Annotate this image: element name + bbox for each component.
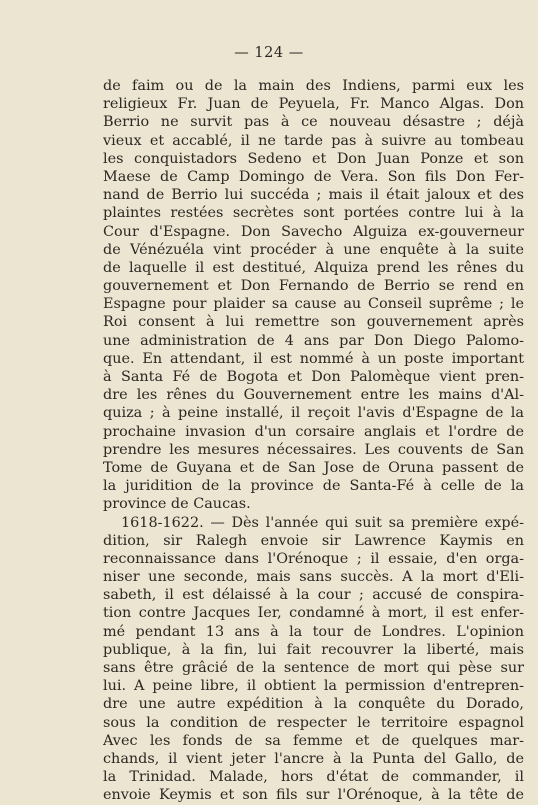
text-line: quiza ; à peine installé, il reçoit l'avis d'Espagne de la (103, 405, 524, 422)
text-line: nand de Berrio lui succéda ; mais il était jaloux et des (103, 187, 524, 204)
text-line: lui. A peine libre, il obtient la permission d'entrepren- (103, 678, 524, 695)
text-line: prendre les mesures nécessaires. Les couvents de San (103, 441, 524, 458)
text-line: Berrio ne survit pas à ce nouveau désastre ; déjà (103, 114, 524, 131)
text-line: Cour d'Espagne. Don Savecho Alguiza ex-gouverneur (103, 223, 524, 240)
text-line: mé pendant 13 ans à la tour de Londres. L'opinion (103, 623, 524, 640)
text-line: dre une autre expédition à la conquête du Dorado, (103, 696, 524, 713)
text-line: de Vénézuéla vint procéder à une enquête à la suite (103, 241, 524, 258)
text-line: gouvernement et Don Fernando de Berrio se rend en (103, 278, 524, 295)
text-line: tion contre Jacques Ier, condamné à mort, il est enfer- (103, 605, 524, 622)
text-line: dre les rênes du Gouvernement entre les mains d'Al- (103, 387, 524, 404)
text-line: plaintes restées secrètes sont portées contre lui à la (103, 205, 524, 222)
page-number: — 124 — (234, 45, 304, 61)
text-line: dition, sir Ralegh envoie sir Lawrence Kaymis en (103, 532, 524, 549)
text-line: sabeth, il est délaissé à la cour ; accusé de conspira- (103, 587, 524, 604)
paragraph (103, 514, 524, 805)
text-line: la Trinidad. Malade, hors d'état de commander, il (103, 769, 524, 786)
text-line: Tome de Guyana et de San Jose de Oruna passent de (103, 459, 524, 476)
text-line: Avec les fonds de sa femme et de quelques mar- (103, 732, 524, 749)
text-line: publique, à la fin, lui fait recouvrer la liberté, mais (103, 641, 524, 658)
text-line: que. En attendant, il est nommé à un poste important (103, 350, 524, 367)
text-line: sans être grâcié de la sentence de mort qui pèse sur (103, 660, 524, 676)
text-line: prochaine invasion d'un corsaire anglais et l'ordre de (103, 423, 524, 440)
body-text (103, 77, 524, 805)
text-line: reconnaissance dans l'Orénoque ; il essaie, d'en orga- (103, 550, 524, 567)
text-line: la juridition de la province de Santa-Fé à celle de la (103, 478, 524, 495)
text-line: sous la condition de respecter le territoire espagnol (103, 714, 524, 731)
text-line: de faim ou de la main des Indiens, parmi eux les (103, 78, 524, 94)
text-line: une administration de 4 ans par Don Diego Palomo- (103, 332, 524, 349)
text-line: Roi consent à lui remettre son gouvernement après (103, 314, 524, 331)
text-line: Maese de Camp Domingo de Vera. Son fils Don Fer- (103, 168, 524, 185)
text-line: province de Caucas. (103, 496, 251, 513)
text-line: niser une seconde, mais sans succès. A la mort d'Eli- (103, 569, 524, 586)
text-line: religieux Fr. Juan de Peyuela, Fr. Manco Algas. Don (103, 96, 524, 113)
text-line: envoie Keymis et son fils sur l'Orénoque, à la tête de (103, 787, 524, 804)
text-line: à Santa Fé de Bogota et Don Palomèque vient pren- (103, 369, 524, 385)
text-line: de laquelle il est destitué, Alquiza prend les rênes du (103, 259, 524, 276)
text-line: Espagne pour plaider sa cause au Conseil suprême ; le (103, 296, 524, 313)
text-line: 1618-1622. — Dès l'année qui suit sa première expé- (121, 514, 524, 531)
text-line: les conquistadors Sedeno et Don Juan Ponze et son (103, 150, 524, 167)
paragraph (103, 77, 524, 514)
text-line: chands, il vient jeter l'ancre à la Punta del Gallo, de (103, 750, 524, 767)
text-line: vieux et accablé, il ne tarde pas à suivre au tombeau (103, 132, 524, 149)
